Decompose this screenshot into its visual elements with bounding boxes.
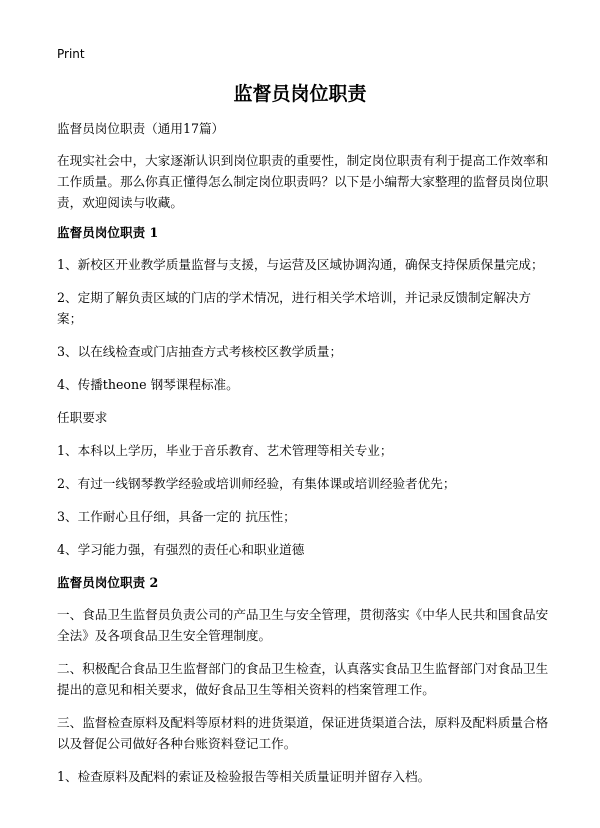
requirements-heading: 任职要求	[57, 410, 108, 425]
list-item: 2、定期了解负责区域的门店的学术情况，进行相关学术培训，并记录反馈制定解决方案；	[57, 290, 531, 326]
list-item: 二、积极配合食品卫生监督部门的食品卫生检查，认真落实食品卫生监督部门对食品卫生提出的意见和相关要求，做好食品卫生等相关资料的档案管理工作。	[57, 661, 549, 697]
document-body	[57, 118, 549, 799]
intro-paragraph: 在现实社会中，大家逐渐认识到岗位职责的重要性，制定岗位职责有利于提高工作效率和工作质量。那么你真正懂得怎么制定岗位职责吗？以下是小编帮大家整理的监督员岗位职责，欢迎阅读与收藏。	[57, 153, 549, 210]
list-item: 4、学习能力强，有强烈的责任心和职业道德	[57, 542, 305, 557]
list-item: 1、本科以上学历，毕业于音乐教育、艺术管理等相关专业；	[57, 443, 393, 458]
list-item: 3、工作耐心且仔细，具备一定的 抗压性；	[57, 509, 296, 524]
section-heading-2: 监督员岗位职责 2	[57, 575, 159, 590]
list-item: 4、传播theone 钢琴课程标准。	[57, 377, 239, 392]
list-item: 1、新校区开业教学质量监督与支援，与运营及区域协调沟通，确保支持保质保量完成；	[57, 257, 544, 272]
list-item: 1、检查原料及配料的索证及检验报告等相关质量证明并留存入档。	[57, 769, 431, 784]
section-heading-1: 监督员岗位职责 1	[57, 225, 159, 240]
print-link[interactable]: Print	[57, 47, 85, 61]
list-item: 三、监督检查原料及配料等原材料的进货渠道，保证进货渠道合法，原料及配料质量合格以及督促公司做好各种台账资料登记工作。	[57, 715, 549, 751]
list-item: 3、以在线检查或门店抽查方式考核校区教学质量；	[57, 344, 343, 359]
list-item: 2、有过一线钢琴教学经验或培训师经验，有集体课或培训经验者优先；	[57, 476, 456, 491]
list-item: 一、食品卫生监督员负责公司的产品卫生与安全管理，贯彻落实《中华人民共和国食品安全法》及各项食品卫生安全管理制度。	[57, 607, 549, 643]
page-title: 监督员岗位职责	[233, 83, 367, 105]
document-subtitle: 监督员岗位职责（通用17篇）	[57, 121, 225, 136]
